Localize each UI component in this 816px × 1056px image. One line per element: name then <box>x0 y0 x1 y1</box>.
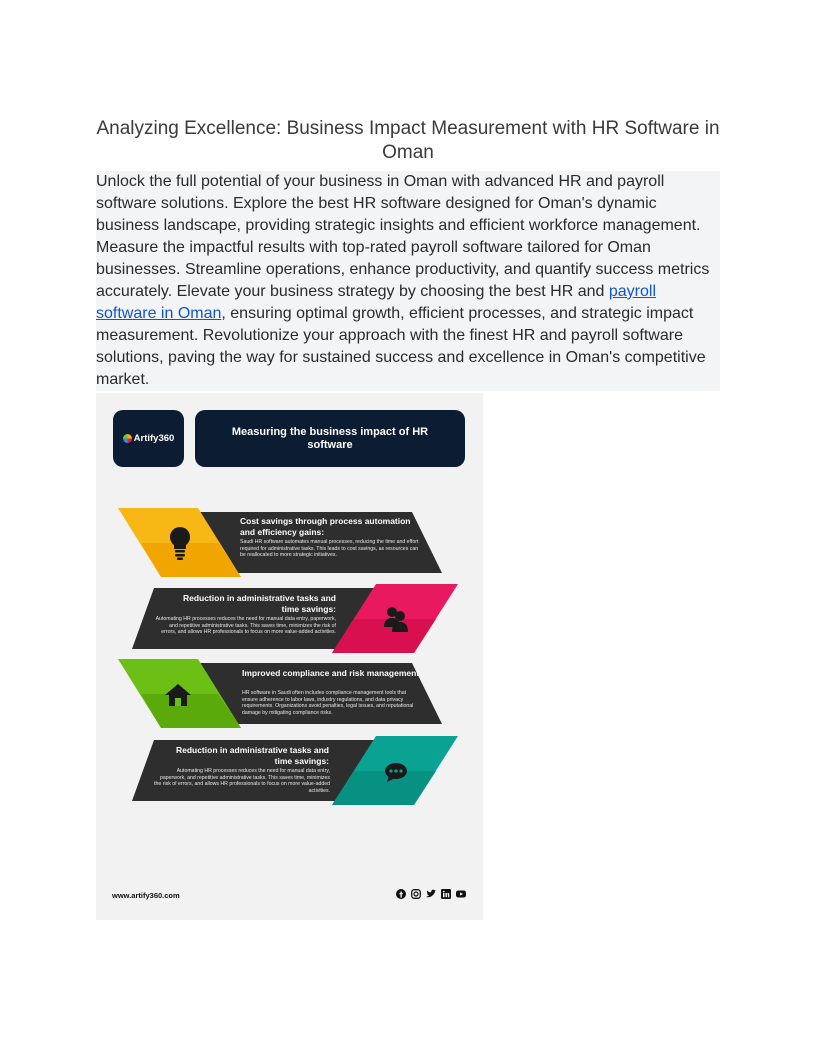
paragraph-text-start: Unlock the full potential of your business in Oman with advanced HR and payroll software solutions. Explore the best HR software designed for Oman's dynamic business landscape, providing strategic insights and efficient workforce management. Measure the impactful results with top-rated payroll software tailored for Oman businesses. Streamline operations, enhance productivity, and quantify success metrics accurately. Elevate your business strategy by choosing the best HR and <box>96 173 710 300</box>
item-3-title: Improved compliance and risk management: <box>242 668 422 678</box>
lightbulb-icon <box>168 526 192 560</box>
logo-text: Artify360 <box>133 433 175 444</box>
social-icons <box>396 889 466 899</box>
home-icon <box>164 683 192 707</box>
item-2-title: Reduction in administrative tasks and time savings: <box>182 593 336 614</box>
footer-url: www.artify360.com <box>112 891 180 900</box>
item-2-desc: Automating HR processes reduces the need for manual data entry, paperwork, and repetitive administrative tasks. This saves time, minimizes the risk of errors, and allows HR professionals to focus on more value-added activities. <box>155 616 336 636</box>
logo-mark-icon <box>123 434 132 443</box>
item-1-desc: Saudi HR software automates manual processes, reducing the time and effort required for administrative tasks. This leads to cost savings, as resources can be reallocated to more strategic initiatives. <box>240 539 419 559</box>
paragraph-text-end: , ensuring optimal growth, efficient processes, and strategic impact measurement. Revolutionize your approach with the finest HR and payroll software solutions, paving the way for sustained success and excellence in Oman's competitive market. <box>96 305 706 388</box>
facebook-icon <box>396 889 406 899</box>
infographic-heading: Measuring the business impact of HR software <box>195 410 465 467</box>
twitter-icon <box>426 889 436 899</box>
linkedin-icon <box>441 889 451 899</box>
item-3-desc: HR software in Saudi often includes compliance management tools that ensure adherence to labor laws, industry regulations, and data privacy requirements. Organizations avoid penalties, legal issues, and reputational damage by mitigating compliance risks. <box>242 690 414 716</box>
item-4-desc: Automating HR processes reduces the need for manual data entry, paperwork, and repetitive administrative tasks. This saves time, minimizes the risk of errors, and allows HR professionals to focus on more value-added activities. <box>154 768 330 794</box>
payroll-software-link[interactable]: payroll software in Oman <box>96 283 657 322</box>
item-1-title: Cost savings through process automation and efficiency gains: <box>240 516 411 537</box>
page-title: Analyzing Excellence: Business Impact Measurement with HR Software in Oman <box>96 118 720 163</box>
infographic-image <box>96 393 483 920</box>
people-icon <box>383 605 409 633</box>
artify-logo <box>113 410 184 467</box>
youtube-icon <box>456 889 466 899</box>
item-4-title: Reduction in administrative tasks and time savings: <box>175 745 329 766</box>
instagram-icon <box>411 889 421 899</box>
chat-icon <box>384 763 408 783</box>
body-paragraph <box>96 171 720 391</box>
